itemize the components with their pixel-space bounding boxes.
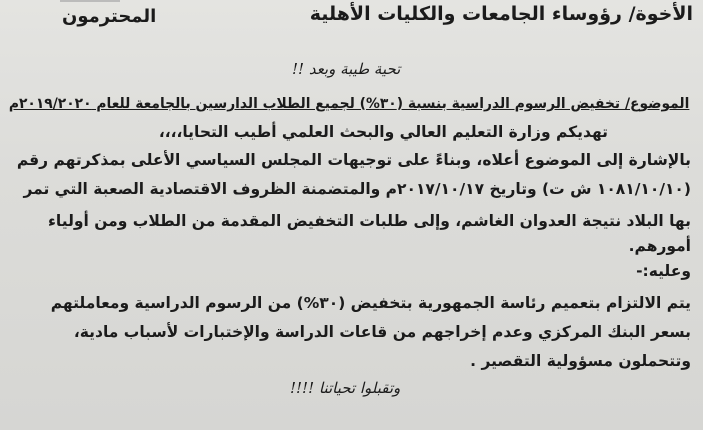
body-line: وعليه:- bbox=[636, 262, 691, 280]
body-line: وتتحملون مسؤولية التقصير . bbox=[470, 352, 691, 370]
body-line: أمورهم. bbox=[628, 237, 691, 255]
closing: وتقبلوا تحياتنا !!!! bbox=[290, 379, 401, 397]
body-line: (١٠٨١/١٠/١٠ ش ت) وتاريخ ٢٠١٧/١٠/١٧م والمتضمنة الظروف الاقتصادية الصعبة التي تمر bbox=[23, 180, 691, 198]
honorific: المحترمون bbox=[62, 6, 157, 27]
subject-line: الموضوع/ تخفيض الرسوم الدراسية بنسبة (٣٠%) لجميع الطلاب الدارسين بالجامعة للعام ٢٠١٩/٢٠٢٠م bbox=[8, 96, 689, 112]
greeting: تحية طيبة وبعد !! bbox=[292, 60, 401, 78]
addressee-header: الأخوة/ رؤوساء الجامعات والكليات الأهلية bbox=[309, 3, 693, 25]
top-divider bbox=[60, 0, 120, 2]
body-line: يتم الالتزام بتعميم رئاسة الجمهورية بتخفيض (٣٠%) من الرسوم الدراسية ومعاملتهم bbox=[50, 294, 691, 312]
body-line: بها البلاد نتيجة العدوان الغاشم، وإلى طلبات التخفيض المقدمة من الطلاب ومن أولياء bbox=[48, 212, 691, 230]
body-line: بسعر البنك المركزي وعدم إخراجهم من قاعات الدراسة والإختبارات لأسباب مادية، bbox=[73, 323, 691, 341]
salutation: تهديكم وزارة التعليم العالي والبحث العلمي أطيب التحايا،،،، bbox=[158, 123, 608, 141]
body-line: بالإشارة إلى الموضوع أعلاه، وبناءً على توجيهات المجلس السياسي الأعلى بمذكرتهم رقم bbox=[16, 151, 691, 169]
